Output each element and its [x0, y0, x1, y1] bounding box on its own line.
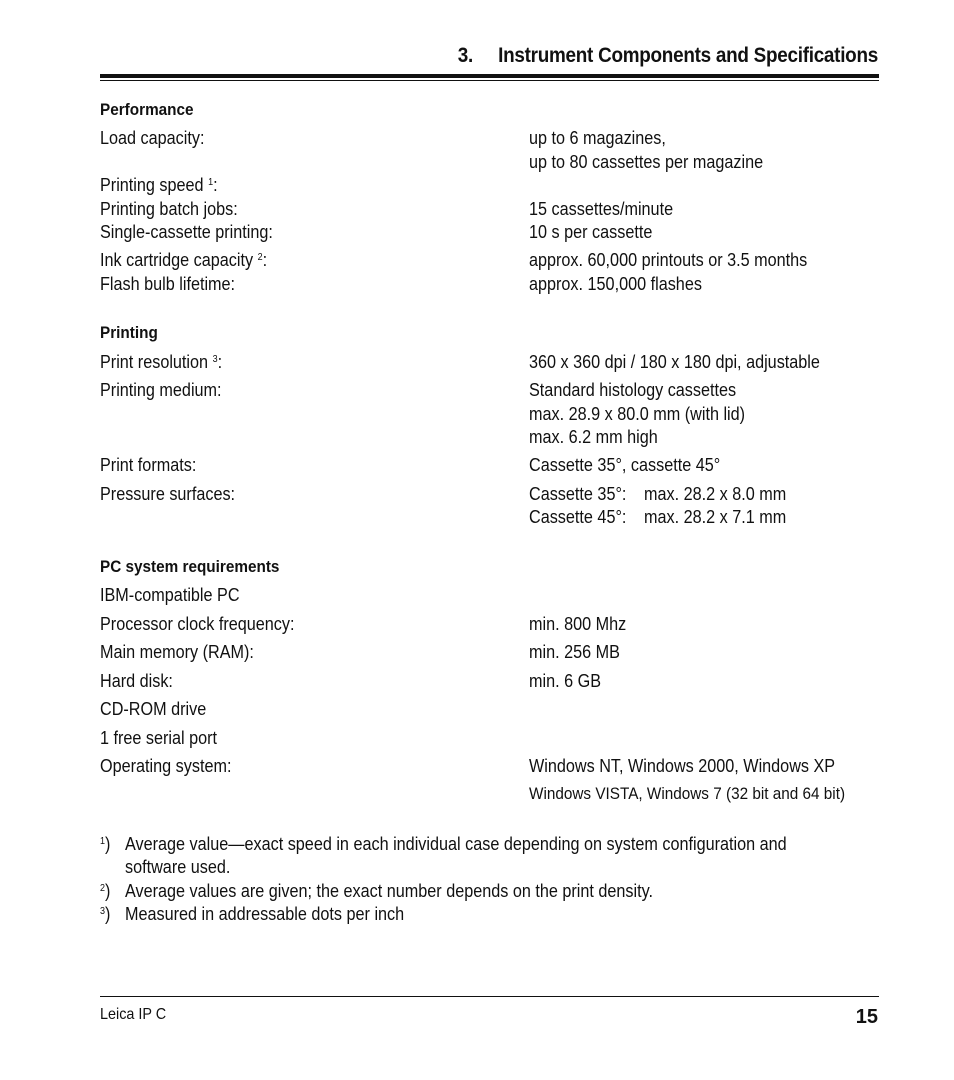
footnote-1-text-1: Average value—exact speed in each individual case depending on system configuration and	[125, 834, 787, 854]
ram-value: min. 256 MB	[529, 642, 620, 662]
serial-port-item: 1 free serial port	[100, 728, 218, 748]
section-title: Instrument Components and Specifications	[498, 44, 878, 67]
printing-medium-value-3: max. 6.2 mm high	[529, 427, 658, 447]
printing-medium-value-2: max. 28.9 x 80.0 mm (with lid)	[529, 404, 746, 424]
footnote-ref-3: 3	[212, 354, 218, 365]
printing-speed-label: Printing speed $^1$:	[100, 175, 218, 195]
section-number: 3.	[457, 44, 473, 67]
os-value-2: Windows VISTA, Windows 7 (32 bit and 64 bit)	[529, 784, 846, 803]
clock-frequency-value: min. 800 Mhz	[529, 614, 627, 634]
load-capacity-value-1: up to 6 magazines,	[529, 128, 666, 148]
footnote-3-text: Measured in addressable dots per inch	[125, 904, 405, 924]
ink-capacity-label: Ink cartridge capacity $^2$:	[100, 250, 268, 270]
pressure-45-value: max. 28.2 x 7.1 mm	[644, 507, 787, 527]
section-header	[458, 44, 878, 68]
single-cassette-label: Single-cassette printing:	[100, 222, 273, 242]
footer-rule	[100, 996, 879, 997]
print-resolution-value: 360 x 360 dpi / 180 x 180 dpi, adjustable	[529, 352, 820, 372]
os-value-1: Windows NT, Windows 2000, Windows XP	[529, 756, 836, 776]
single-cassette-value: 10 s per cassette	[529, 222, 653, 242]
footnote-1-text-2: software used.	[125, 857, 231, 877]
printing-heading: Printing	[100, 323, 158, 342]
ink-capacity-value: approx. 60,000 printouts or 3.5 months	[529, 250, 808, 270]
flash-lifetime-value: approx. 150,000 flashes	[529, 274, 702, 294]
pressure-surfaces-label: Pressure surfaces:	[100, 484, 236, 504]
print-formats-value: Cassette 35°, cassette 45°	[529, 455, 721, 475]
ram-label: Main memory (RAM):	[100, 642, 254, 662]
clock-frequency-label: Processor clock frequency:	[100, 614, 295, 634]
page-number: 15	[855, 1006, 878, 1028]
batch-jobs-value: 15 cassettes/minute	[529, 199, 674, 219]
ibm-pc-item: IBM-compatible PC	[100, 585, 240, 605]
load-capacity-label: Load capacity:	[100, 128, 205, 148]
footnote-2-marker: $^2$)	[100, 881, 111, 901]
pressure-35-value: max. 28.2 x 8.0 mm	[644, 484, 787, 504]
printing-medium-label: Printing medium:	[100, 380, 222, 400]
footer-product-name: Leica IP C	[100, 1006, 167, 1023]
load-capacity-value-2: up to 80 cassettes per magazine	[529, 152, 764, 172]
os-label: Operating system:	[100, 756, 232, 776]
pressure-35-name: Cassette 35°:	[529, 484, 627, 504]
flash-lifetime-label: Flash bulb lifetime:	[100, 274, 236, 294]
header-rule-thin	[100, 80, 879, 81]
pressure-45-name: Cassette 45°:	[529, 507, 627, 527]
footnote-ref-1: 1	[208, 177, 214, 188]
performance-heading: Performance	[100, 100, 194, 119]
hard-disk-label: Hard disk:	[100, 671, 173, 691]
print-formats-label: Print formats:	[100, 455, 197, 475]
pc-requirements-heading: PC system requirements	[100, 557, 280, 576]
printing-medium-value-1: Standard histology cassettes	[529, 380, 737, 400]
footnote-3-marker: $^3$)	[100, 904, 111, 924]
header-rule-thick	[100, 74, 879, 78]
print-resolution-label: Print resolution $^3$:	[100, 352, 223, 372]
footnote-2-text: Average values are given; the exact number depends on the print density.	[125, 881, 654, 901]
footnote-1-marker: $^1$)	[100, 834, 111, 854]
hard-disk-value: min. 6 GB	[529, 671, 602, 691]
footnote-ref-2: 2	[257, 252, 263, 263]
batch-jobs-label: Printing batch jobs:	[100, 199, 238, 219]
cdrom-item: CD-ROM drive	[100, 699, 207, 719]
